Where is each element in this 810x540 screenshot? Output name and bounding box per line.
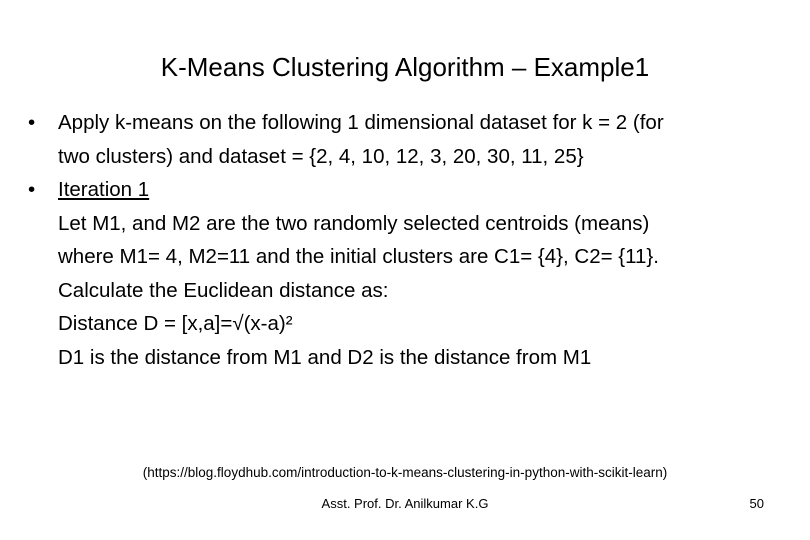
bullet-item-iteration-1 [28,173,788,374]
distance-formula: Distance D = [x,a]=√(x-a)² [58,312,293,335]
footer-author: Asst. Prof. Dr. Anilkumar K.G [321,496,489,511]
slide-title: K-Means Clustering Algorithm – Example1 [160,52,650,82]
source-citation: (https://blog.floydhub.com/introduction-to-k-means-clustering-in-python-with-scikit-learn) [142,465,668,480]
bullet-line: Calculate the Euclidean distance as: [58,278,389,302]
bullet-marker: • [28,178,36,201]
bullet-line: Apply k-means on the following 1 dimensional dataset for k = 2 (for [58,111,664,134]
slide-body [28,106,788,374]
bullet-line: D1 is the distance from M1 and D2 is the distance from M1 [58,345,592,369]
bullet-marker: • [28,111,36,134]
bullet-line: where M1= 4, M2=11 and the initial clusters are C1= {4}, C2= {11}. [58,245,659,268]
bullet-item-apply-kmeans [28,106,788,173]
iteration-heading: Iteration 1 [58,178,150,201]
page-number: 50 [749,496,764,511]
bullet-line: Let M1, and M2 are the two randomly selected centroids (means) [58,211,650,235]
bullet-line: two clusters) and dataset = {2, 4, 10, 12, 3, 20, 30, 11, 25} [58,144,584,168]
